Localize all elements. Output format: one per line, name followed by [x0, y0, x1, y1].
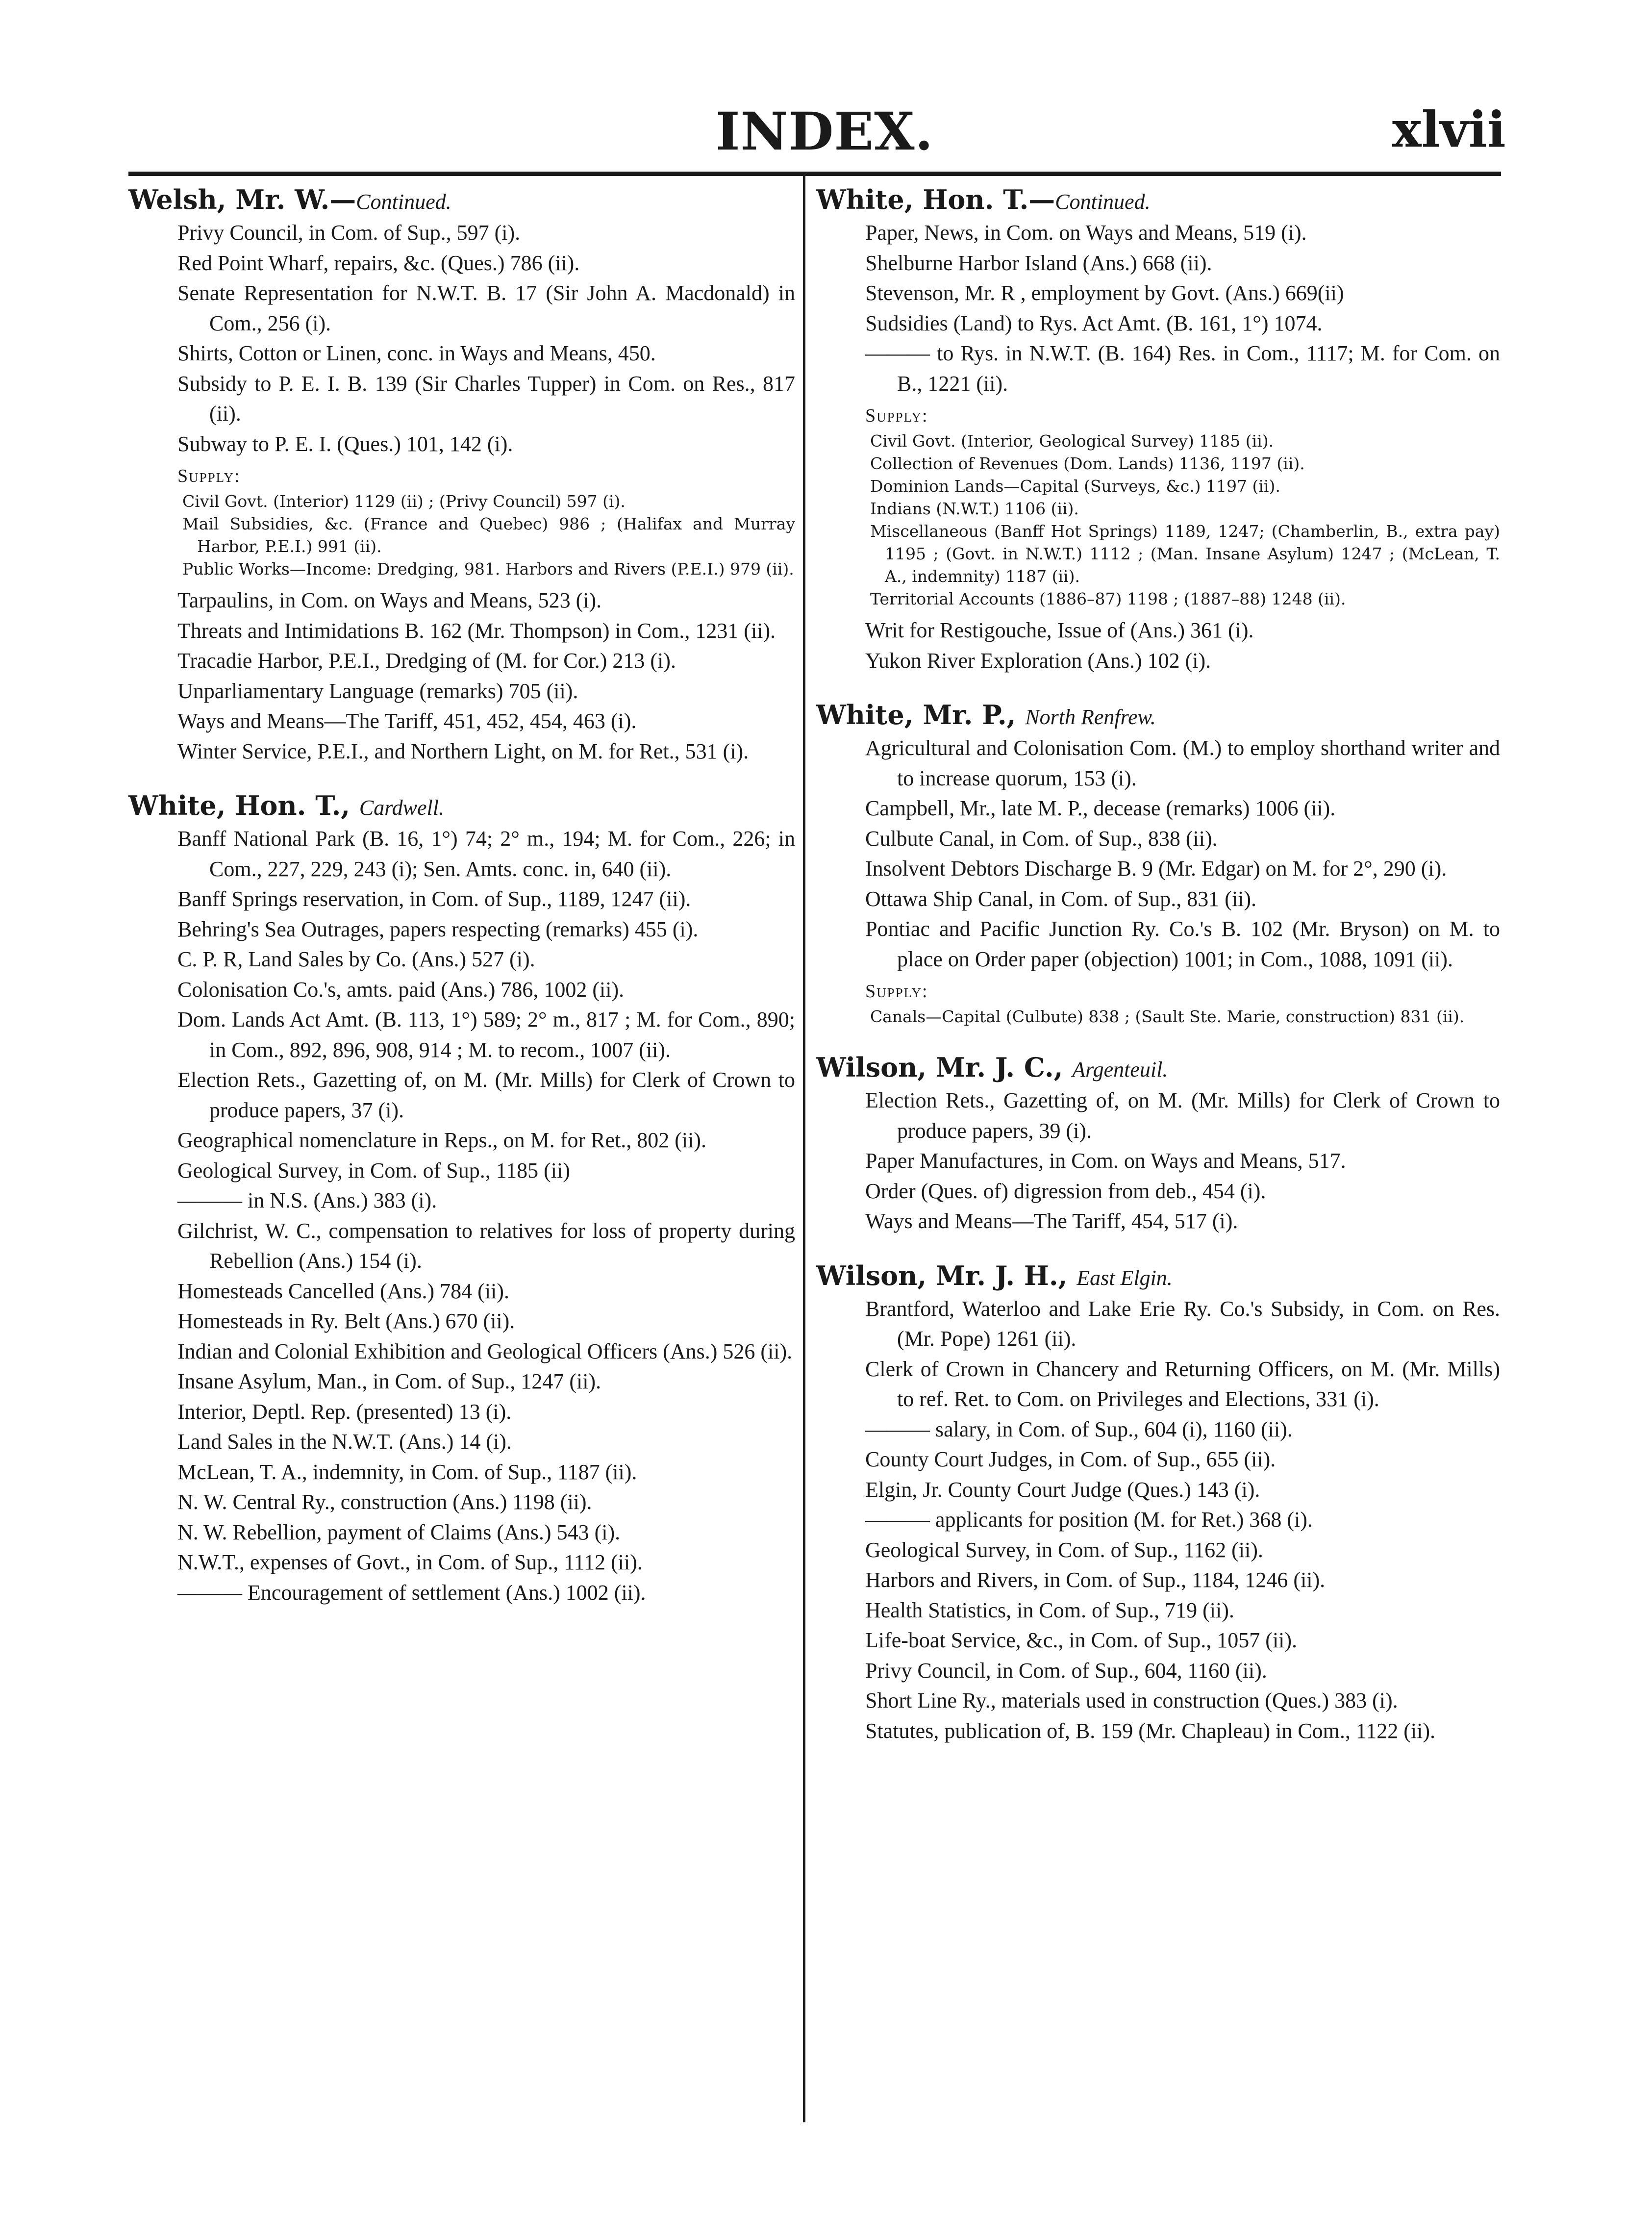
index-entry: Sudsidies (Land) to Rys. Act Amt. (B. 161, 1°) 1074.	[865, 311, 1323, 335]
index-entry: Behring's Sea Outrages, papers respecting (remarks) 455 (i).	[177, 917, 699, 941]
index-entry: Tarpaulins, in Com. on Ways and Means, 523 (i).	[177, 588, 602, 612]
index-entry: Unparliamentary Language (remarks) 705 (ii).	[177, 679, 578, 703]
index-entry: Tracadie Harbor, P.E.I., Dredging of (M. for Cor.) 213 (i).	[177, 649, 676, 673]
index-entry: Ottawa Ship Canal, in Com. of Sup., 831 (ii).	[865, 886, 1257, 911]
column-divider	[803, 176, 805, 2122]
index-column-left	[128, 184, 795, 1608]
index-entry: Geological Survey, in Com. of Sup., 1162 (ii).	[865, 1537, 1263, 1562]
supply-item: Canals—Capital (Culbute) 838 ; (Sault Ste. Marie, construction) 831 (ii).	[870, 1007, 1465, 1026]
index-entry: Statutes, publication of, B. 159 (Mr. Chapleau) in Com., 1122 (ii).	[865, 1718, 1436, 1743]
page-number: xlvii	[1392, 101, 1506, 158]
supply-label: Supply:	[177, 466, 241, 486]
supply-item: Indians (N.W.T.) 1106 (ii).	[870, 499, 1079, 518]
index-heading	[816, 1052, 1500, 1085]
heading-constituency: Cardwell.	[359, 796, 445, 820]
index-entry: County Court Judges, in Com. of Sup., 655 (ii).	[865, 1447, 1276, 1471]
supply-item: Mail Subsidies, &c. (France and Quebec) 986 ; (Halifax and Murray Harbor, P.E.I.) 991 (ii).	[182, 514, 795, 556]
index-entry: Homesteads in Ry. Belt (Ans.) 670 (ii).	[177, 1309, 515, 1333]
supply-group	[816, 977, 1500, 1028]
supply-group	[816, 402, 1500, 610]
index-entry: Insolvent Debtors Discharge B. 9 (Mr. Edgar) on M. for 2°, 290 (i).	[865, 856, 1447, 881]
heading-name: White, Hon. T.—	[816, 184, 1055, 215]
index-entry: ——— salary, in Com. of Sup., 604 (i), 1160 (ii).	[865, 1417, 1293, 1441]
heading-continued: Continued.	[1055, 190, 1151, 214]
index-entry: ——— in N.S. (Ans.) 383 (i).	[177, 1188, 437, 1212]
index-entry: ——— to Rys. in N.W.T. (B. 164) Res. in Com., 1117; M. for Com. on B., 1221 (ii).	[865, 341, 1500, 396]
index-entry: Threats and Intimidations B. 162 (Mr. Thompson) in Com., 1231 (ii).	[177, 618, 776, 643]
index-entry: Ways and Means—The Tariff, 451, 452, 454, 463 (i).	[177, 709, 637, 733]
index-entry: Insane Asylum, Man., in Com. of Sup., 1247 (ii).	[177, 1369, 601, 1393]
supply-item: Collection of Revenues (Dom. Lands) 1136, 1197 (ii).	[870, 454, 1305, 473]
index-entry: Order (Ques. of) digression from deb., 454 (i).	[865, 1179, 1266, 1203]
index-entry: Subway to P. E. I. (Ques.) 101, 142 (i).	[177, 431, 513, 456]
index-entry: Election Rets., Gazetting of, on M. (Mr. Mills) for Clerk of Crown to produce papers, 39 (i).	[865, 1088, 1500, 1143]
heading-constituency: East Elgin.	[1076, 1265, 1173, 1290]
heading-name: Wilson, Mr. J. C.,	[816, 1052, 1073, 1083]
index-entry: Gilchrist, W. C., compensation to relatives for loss of property during Rebellion (Ans.) 154 (i).	[177, 1218, 795, 1273]
supply-item: Public Works—Income: Dredging, 981. Harbors and Rivers (P.E.I.) 979 (ii).	[182, 559, 794, 579]
index-entry: Geographical nomenclature in Reps., on M. for Ret., 802 (ii).	[177, 1128, 706, 1152]
heading-continued: Continued.	[356, 190, 451, 214]
index-entry: N. W. Central Ry., construction (Ans.) 1198 (ii).	[177, 1490, 592, 1514]
index-entry: Culbute Canal, in Com. of Sup., 838 (ii).	[865, 826, 1218, 851]
heading-name: Wilson, Mr. J. H.,	[816, 1259, 1077, 1291]
index-entry: Privy Council, in Com. of Sup., 604, 1160 (ii).	[865, 1658, 1267, 1683]
index-entry: N. W. Rebellion, payment of Claims (Ans.) 543 (i).	[177, 1520, 621, 1544]
index-entry: Banff Springs reservation, in Com. of Sup., 1189, 1247 (ii).	[177, 887, 691, 911]
header-rule	[128, 172, 1501, 176]
heading-name: Welsh, Mr. W.—	[128, 184, 356, 215]
supply-label: Supply:	[865, 981, 928, 1002]
index-heading	[816, 1260, 1500, 1294]
heading-constituency: Argenteuil.	[1072, 1057, 1168, 1082]
index-entry: Short Line Ry., materials used in construction (Ques.) 383 (i).	[865, 1688, 1398, 1712]
index-entry: ——— Encouragement of settlement (Ans.) 1002 (ii).	[177, 1580, 646, 1605]
index-entry: Agricultural and Colonisation Com. (M.) to employ shorthand writer and to increase quorum, 153 (i).	[865, 736, 1500, 790]
index-entry: ——— applicants for position (M. for Ret.) 368 (i).	[865, 1508, 1313, 1532]
index-entry: Shirts, Cotton or Linen, conc. in Ways and Means, 450.	[177, 341, 656, 365]
index-entry: Ways and Means—The Tariff, 454, 517 (i).	[865, 1209, 1238, 1233]
index-heading	[128, 790, 795, 824]
supply-group	[128, 462, 795, 580]
index-entry: Dom. Lands Act Amt. (B. 113, 1°) 589; 2° m., 817 ; M. for Com., 890; in Com., 892, 896, 908, 914 ; M. to recom., 1007 (ii).	[177, 1007, 795, 1062]
index-entry: Homesteads Cancelled (Ans.) 784 (ii).	[177, 1279, 509, 1303]
index-entry: Colonisation Co.'s, amts. paid (Ans.) 786, 1002 (ii).	[177, 977, 625, 1002]
index-entry: McLean, T. A., indemnity, in Com. of Sup., 1187 (ii).	[177, 1460, 637, 1484]
index-entry: Privy Council, in Com. of Sup., 597 (i).	[177, 221, 521, 245]
supply-item: Civil Govt. (Interior, Geological Survey) 1185 (ii).	[870, 431, 1274, 451]
index-entry: Red Point Wharf, repairs, &c. (Ques.) 786 (ii).	[177, 251, 580, 275]
index-entry: Geological Survey, in Com. of Sup., 1185 (ii)	[177, 1158, 570, 1183]
index-entry: Yukon River Exploration (Ans.) 102 (i).	[865, 648, 1211, 673]
index-heading	[816, 184, 1500, 218]
index-heading	[816, 699, 1500, 733]
heading-name: White, Mr. P.,	[816, 699, 1026, 730]
index-entry: Indian and Colonial Exhibition and Geological Officers (Ans.) 526 (ii).	[177, 1339, 793, 1363]
index-entry: Senate Representation for N.W.T. B. 17 (Sir John A. Macdonald) in Com., 256 (i).	[177, 281, 795, 335]
index-entry: Election Rets., Gazetting of, on M. (Mr. Mills) for Clerk of Crown to produce papers, 37 (i).	[177, 1068, 795, 1122]
index-entry: Paper Manufactures, in Com. on Ways and Means, 517.	[865, 1149, 1346, 1173]
page-title: INDEX.	[716, 101, 934, 162]
index-entry: Life-boat Service, &c., in Com. of Sup., 1057 (ii).	[865, 1628, 1298, 1652]
index-entry: Banff National Park (B. 16, 1°) 74; 2° m., 194; M. for Com., 226; in Com., 227, 229, 243 (i); Sen. Amts. conc. in, 640 (ii).	[177, 827, 795, 881]
index-entry: Writ for Restigouche, Issue of (Ans.) 361 (i).	[865, 618, 1254, 642]
page-header	[0, 0, 1652, 172]
index-entry: Health Statistics, in Com. of Sup., 719 (ii).	[865, 1598, 1234, 1622]
index-entry: Elgin, Jr. County Court Judge (Ques.) 143 (i).	[865, 1477, 1260, 1502]
index-entry: Interior, Deptl. Rep. (presented) 13 (i).	[177, 1399, 512, 1424]
index-entry: Shelburne Harbor Island (Ans.) 668 (ii).	[865, 251, 1212, 275]
index-entry: Campbell, Mr., late M. P., decease (remarks) 1006 (ii).	[865, 796, 1336, 820]
heading-constituency: North Renfrew.	[1025, 705, 1156, 729]
index-heading	[128, 184, 795, 218]
index-entry: Brantford, Waterloo and Lake Erie Ry. Co.'s Subsidy, in Com. on Res. (Mr. Pope) 1261 (ii).	[865, 1296, 1500, 1351]
supply-item: Miscellaneous (Banff Hot Springs) 1189, 1247; (Chamberlin, B., extra pay) 1195 ; (Govt. in N.W.T.) 1112 ; (Man. Insane Asylum) 1247 ; (McLean, T. A., indemnity) 1187 (ii).	[870, 522, 1500, 586]
supply-item: Territorial Accounts (1886–87) 1198 ; (1887–88) 1248 (ii).	[870, 589, 1346, 608]
index-entry: Winter Service, P.E.I., and Northern Light, on M. for Ret., 531 (i).	[177, 739, 749, 763]
supply-label: Supply:	[865, 405, 928, 426]
index-entry: Paper, News, in Com. on Ways and Means, 519 (i).	[865, 221, 1307, 245]
index-entry: Pontiac and Pacific Junction Ry. Co.'s B. 102 (Mr. Bryson) on M. to place on Order paper (objection) 1001; in Com., 1088, 1091 (ii).	[865, 917, 1500, 971]
supply-item: Dominion Lands—Capital (Surveys, &c.) 1197 (ii).	[870, 477, 1280, 496]
index-entry: Harbors and Rivers, in Com. of Sup., 1184, 1246 (ii).	[865, 1568, 1326, 1592]
supply-item: Civil Govt. (Interior) 1129 (ii) ; (Privy Council) 597 (i).	[182, 492, 626, 511]
index-entry: Clerk of Crown in Chancery and Returning Officers, on M. (Mr. Mills) to ref. Ret. to Com. on Privileges and Elections, 331 (i).	[865, 1357, 1500, 1411]
index-column-right	[816, 184, 1500, 1746]
index-entry: C. P. R, Land Sales by Co. (Ans.) 527 (i).	[177, 947, 535, 971]
index-entry: Subsidy to P. E. I. B. 139 (Sir Charles Tupper) in Com. on Res., 817 (ii).	[177, 371, 795, 426]
index-entry: N.W.T., expenses of Govt., in Com. of Sup., 1112 (ii).	[177, 1550, 643, 1574]
index-entry: Land Sales in the N.W.T. (Ans.) 14 (i).	[177, 1430, 512, 1454]
heading-name: White, Hon. T.,	[128, 790, 359, 821]
index-entry: Stevenson, Mr. R , employment by Govt. (Ans.) 669(ii)	[865, 281, 1344, 305]
